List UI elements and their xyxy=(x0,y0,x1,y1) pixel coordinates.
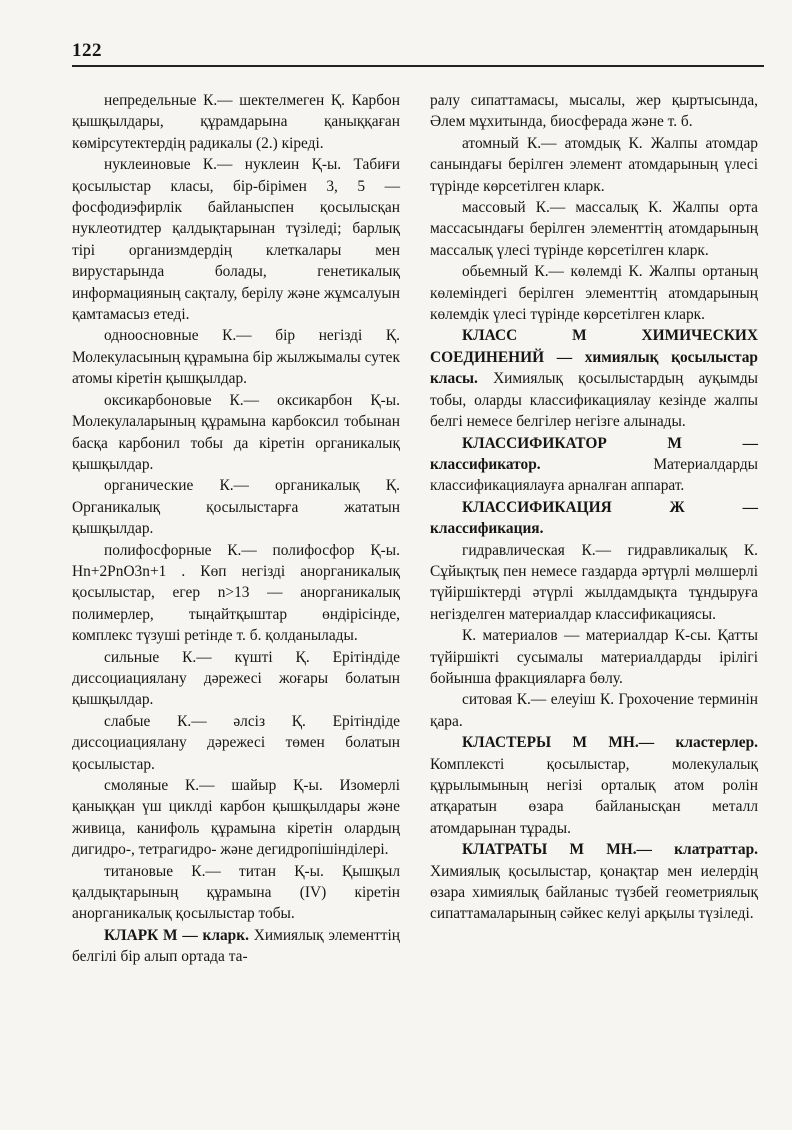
dictionary-entry: КЛАРК М — кларк. Химиялық элементтің белгілі бір алып ортада та- xyxy=(72,926,400,966)
entry-headword: КЛАССИФИКАЦИЯ Ж — классификация. xyxy=(430,498,758,538)
left-column xyxy=(72,90,400,968)
dictionary-entry-continuation: ралу сипаттамасы, мысалы, жер қыртысында, Әлем мұхитында, биосферада және т. б. xyxy=(430,92,758,131)
right-column xyxy=(430,90,758,925)
dictionary-entry: КЛАССИФИКАТОР М — классификатор. Материалдарды классификациялауға арналған аппарат. xyxy=(430,434,758,495)
dictionary-entry: органические К.— органикалық Қ. Органикалық қосылыстарға жататын қышқылдар. xyxy=(72,477,400,538)
page-number: 122 xyxy=(72,40,102,61)
dictionary-entry xyxy=(430,497,758,540)
dictionary-entry: атомный К.— атомдық К. Жалпы атомдар санындағы берілген элемент атомдарының үлесі түрінде көрсетілген кларк. xyxy=(430,134,758,195)
dictionary-entry: смоляные К.— шайыр Қ-ы. Изомерлі қаныққан үш циклді карбон қышқылдары және живица, канифоль құрамына кіретін олардың дигидро-, тетрагидро- және дегидропішінділері. xyxy=(72,777,400,859)
dictionary-entry: обьемный К.— көлемді К. Жалпы ортаның көлеміндегі берілген элементтің атомдарының көлемдік үлесі түрінде көрсетілген кларк. xyxy=(430,263,758,324)
entry-headword: КЛАССИФИКАТОР М — классификатор. xyxy=(430,434,758,473)
dictionary-entry: одноосновные К.— бір негізді Қ. Молекуласының құрамына бір жылжымалы сутек атомы кіретін қышқылдар. xyxy=(72,327,400,388)
dictionary-entry: гидравлическая К.— гидравликалық К. Сұйықтық пен немесе газдарда әртүрлі мөлшерлі түйіршіктерді әтүрлі жылдамдықта тұндыруға негізделген материалдар классификациясы. xyxy=(430,541,758,623)
entry-headword: КЛАРК М — кларк. xyxy=(104,926,249,944)
entry-headword: КЛАТРАТЫ М МН.— клатраттар. xyxy=(462,841,758,859)
dictionary-entry: К. материалов — материалдар К-сы. Қатты түйіршікті сусымалы материалдарды ірілігі бойынша фракцияларға бөлу. xyxy=(430,627,758,687)
dictionary-entry: КЛАСС М ХИМИЧЕСКИХ СОЕДИНЕНИЙ — химиялық қосылыстар класы. Химиялық қосылыстардың ауқымды тобы, оларды классификациялау кезінде жалпы белгі немесе белгілер негізге алынады. xyxy=(430,327,758,431)
header-rule xyxy=(72,65,764,67)
dictionary-entry: сильные К.— күшті Қ. Ерітіндіде диссоциациялану дәрежесі жоғары болатын қышқылдар. xyxy=(72,648,400,709)
dictionary-entry: непредельные К.— шектелмеген Қ. Карбон қышқылдары, құрамдарына қаныққаған көмірсутектердің радикалы (2.) кіреді. xyxy=(72,92,400,152)
dictionary-entry: полифосфорные К.— полифосфор Қ-ы. Hn+2PnO3n+1 . Көп негізді анорганикалық қосылыстар, егер n>13 — анорганикалық полимерлер, тыңайтқыштар өндірісінде, комплекс түзуші ретінде т. б. қолданылады. xyxy=(72,541,400,645)
dictionary-entry: титановые К.— титан Қ-ы. Қышқыл қалдықтарының құрамына (IV) кіретін анорганикалық қосылыстар тобы. xyxy=(72,862,400,923)
dictionary-entry: слабые К.— әлсіз Қ. Ерітіндіде диссоциациялану дәрежесі төмен болатын қосылыстар. xyxy=(72,712,400,773)
dictionary-entry: ситовая К.— елеуіш К. Грохочение терминін қара. xyxy=(430,691,758,730)
dictionary-entry: нуклеиновые К.— нуклеин Қ-ы. Табиғи қосылыстар класы, бір-бірімен 3, 5 — фосфодиэфирлік байланыспен қосылысқан нуклеотидтер қалдықтарынан түзіледі; барлық тірі организмдердің клеткалары мен вирустарында болады, генетикалық информацияның сақталу, берілу және жұмсалуын қамтамасыз етеді. xyxy=(72,156,400,324)
dictionary-entry: КЛАСТЕРЫ М МН.— кластерлер. Комплексті қосылыстар, молекулалық құрылымының негізі орталық атом ролін атқаратын өзара байланысқан металл атомдарынан тұрады. xyxy=(430,734,758,837)
dictionary-entry: КЛАТРАТЫ М МН.— клатраттар. Химиялық қосылыстар, қонақтар мен иелердің өзара химиялық байланыс түзбей геометриялық сипаттамаларының сәйкес келуі арқылы түзіледі. xyxy=(430,841,758,923)
dictionary-entry: массовый К.— массалық К. Жалпы орта массасындағы берілген элементтің атомдарының массалық үлесі түрінде көрсетілген кларк. xyxy=(430,199,758,259)
dictionary-entry: оксикарбоновые К.— оксикарбон Қ-ы. Молекулаларының құрамына карбоксил тобынан басқа карбонил тобы да кіретін органикалық қышқылдар. xyxy=(72,391,400,473)
entry-headword: КЛАСТЕРЫ М МН.— кластерлер. xyxy=(462,734,758,752)
entry-headword: КЛАСС М ХИМИЧЕСКИХ СОЕДИНЕНИЙ — химиялық қосылыстар класы. xyxy=(430,327,758,388)
